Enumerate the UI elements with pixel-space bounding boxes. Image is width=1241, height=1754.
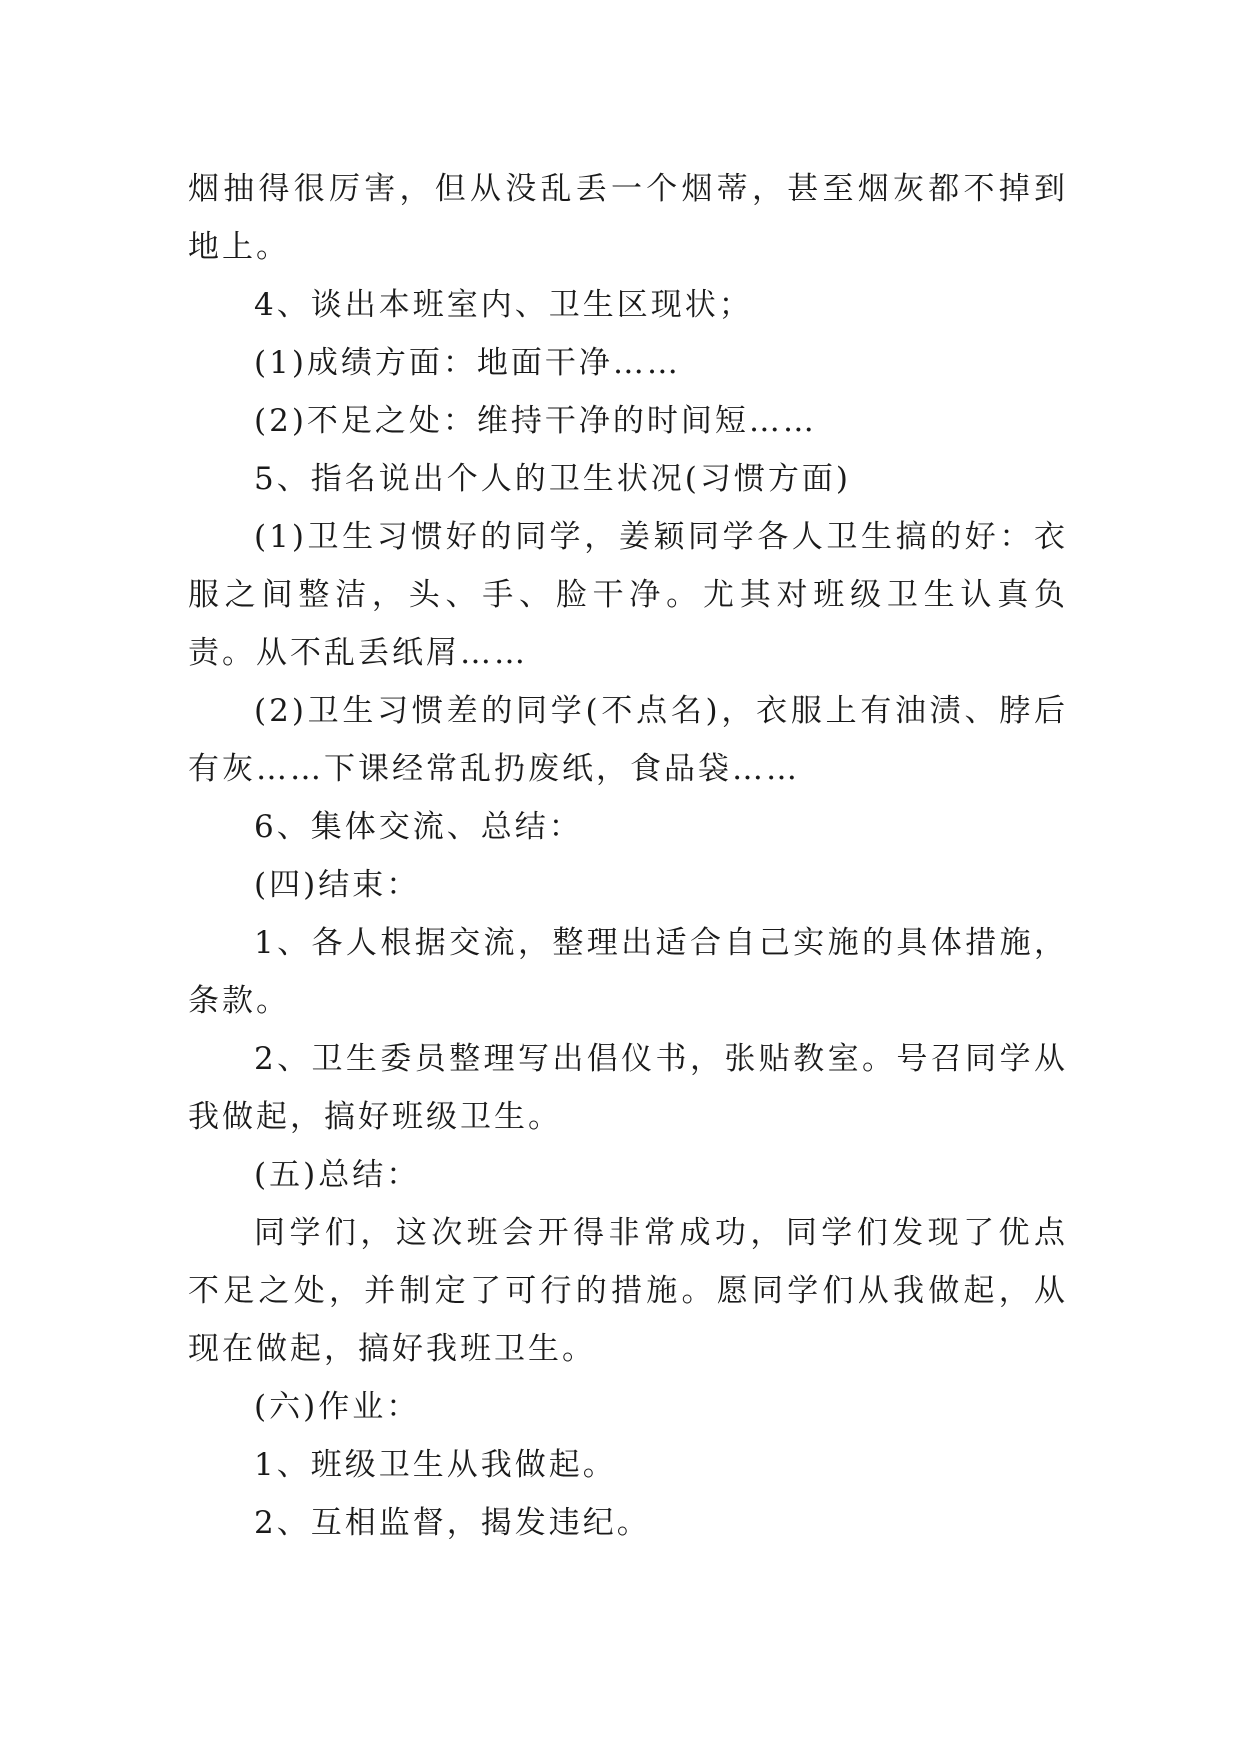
paragraph: 5、指名说出个人的卫生状况(习惯方面)	[254, 461, 851, 497]
section-heading: (四)结束：	[254, 867, 421, 903]
paragraph: 4、谈出本班室内、卫生区现状；	[254, 287, 753, 323]
document-body	[188, 160, 1068, 1552]
section-heading: (五)总结：	[254, 1157, 421, 1193]
paragraph: (2)不足之处：维持干净的时间短……	[254, 403, 817, 439]
paragraph: (1)卫生习惯好的同学，姜颖同学各人卫生搞的好：衣服之间整洁，头、手、脸干净。尤其对班级卫生认真负责。从不乱丢纸屑……	[188, 519, 1068, 671]
paragraph: 烟抽得很厉害，但从没乱丢一个烟蒂，甚至烟灰都不掉到地上。	[188, 171, 1068, 265]
paragraph: (1)成绩方面：地面干净……	[254, 345, 681, 381]
section-heading: (六)作业：	[254, 1389, 421, 1425]
paragraph: 2、卫生委员整理写出倡仪书，张贴教室。号召同学从我做起，搞好班级卫生。	[188, 1041, 1068, 1135]
paragraph: 1、班级卫生从我做起。	[254, 1447, 617, 1483]
paragraph: 同学们，这次班会开得非常成功，同学们发现了优点不足之处，并制定了可行的措施。愿同学们从我做起，从现在做起，搞好我班卫生。	[188, 1215, 1068, 1367]
paragraph: 6、集体交流、总结：	[254, 809, 583, 845]
paragraph: (2)卫生习惯差的同学(不点名)，衣服上有油渍、脖后有灰……下课经常乱扔废纸，食品袋……	[188, 693, 1068, 787]
paragraph: 2、互相监督，揭发违纪。	[254, 1505, 651, 1541]
paragraph: 1、各人根据交流，整理出适合自己实施的具体措施，条款。	[188, 925, 1068, 1019]
